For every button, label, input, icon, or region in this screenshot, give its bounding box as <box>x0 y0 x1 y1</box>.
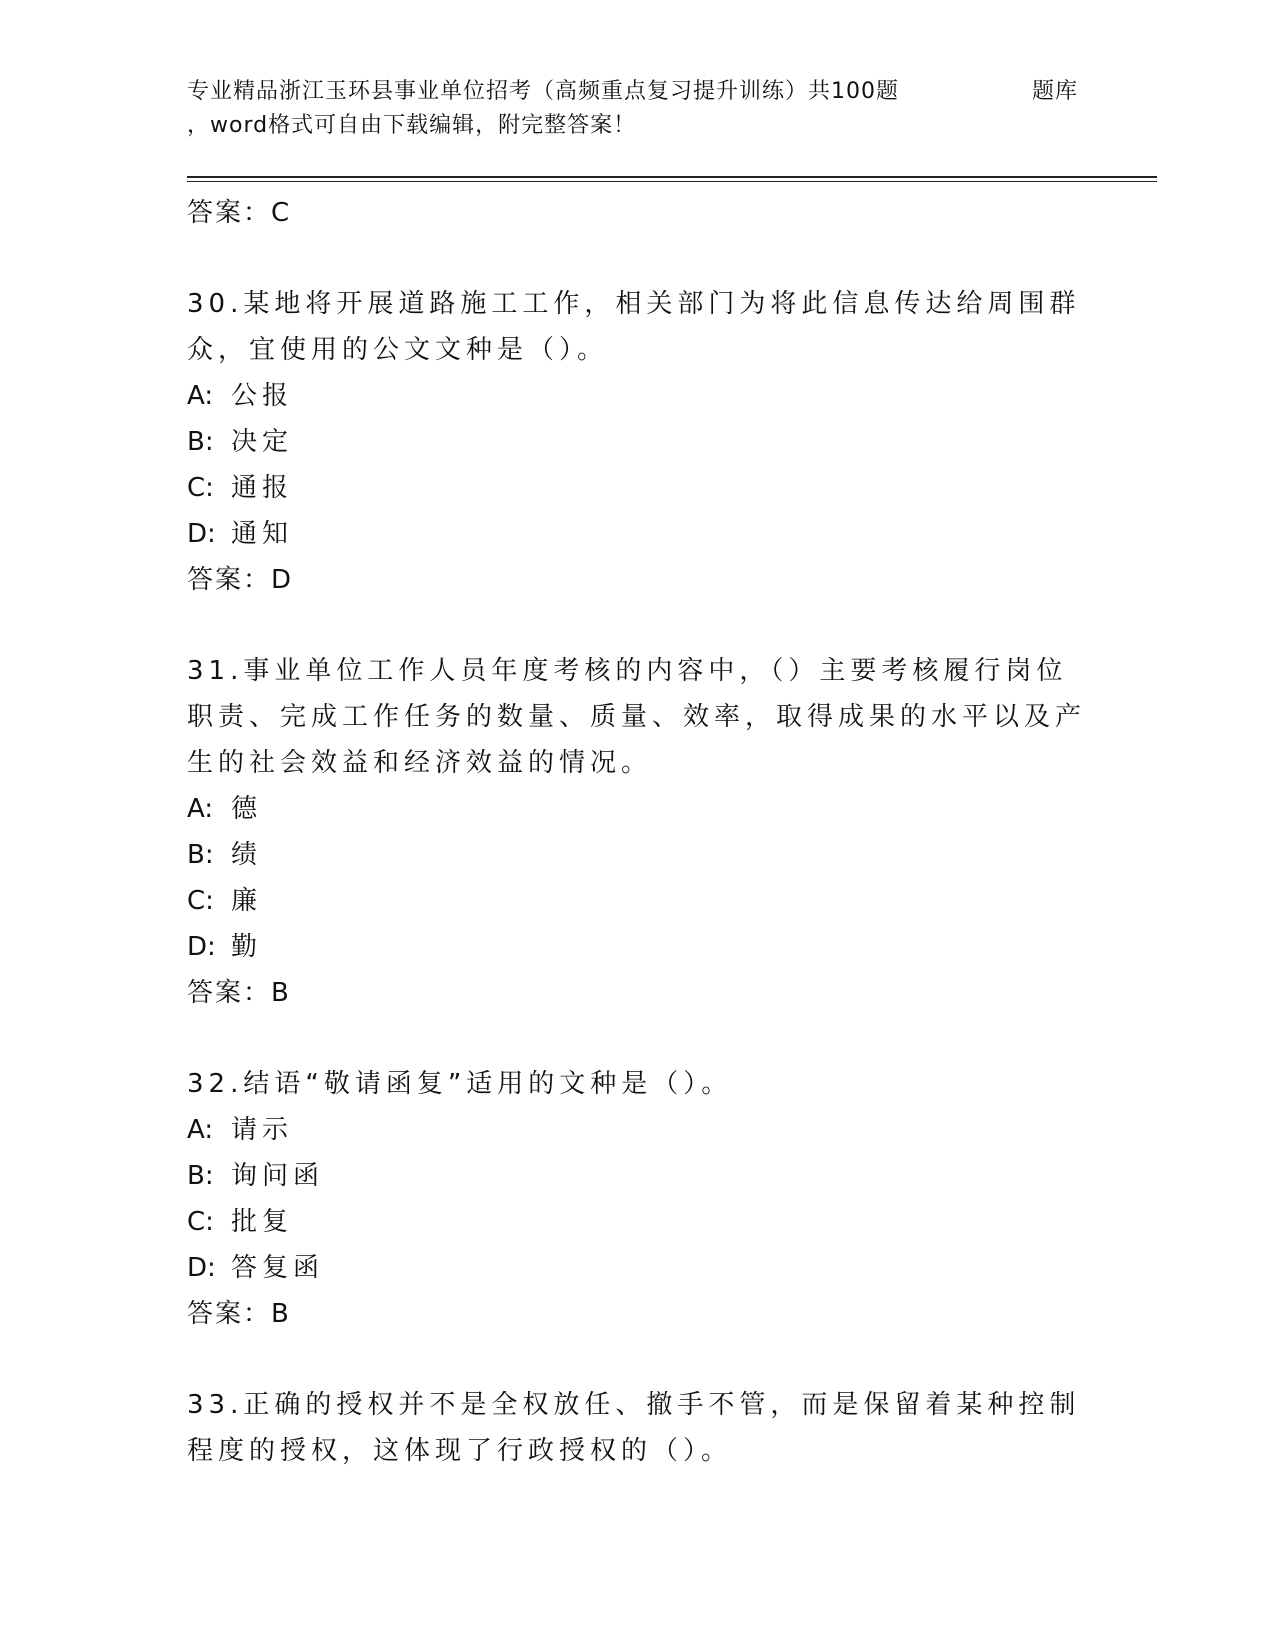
option-text: 公报 <box>231 381 294 411</box>
answer-line: 答案：B <box>187 1299 291 1329</box>
question-block-32 <box>187 1061 1087 1337</box>
answer-line: 答案：B <box>187 978 291 1008</box>
option-text: 通知 <box>231 519 294 549</box>
option-letter: D: <box>187 1253 216 1283</box>
option-text: 勤 <box>231 932 263 962</box>
option-a <box>187 1107 1087 1153</box>
option-b <box>187 1153 1087 1199</box>
option-letter: B: <box>187 840 214 870</box>
option-letter: C: <box>187 1207 214 1237</box>
header-title: 专业精品浙江玉环县事业单位招考（高频重点复习提升训练）共100题 <box>187 79 899 104</box>
option-text: 询问函 <box>231 1161 325 1191</box>
option-b <box>187 832 1087 878</box>
header-divider-thick <box>187 176 1157 178</box>
spacer <box>187 603 1087 648</box>
spacer <box>187 1016 1087 1061</box>
option-text: 请示 <box>231 1115 294 1145</box>
option-c <box>187 465 1087 511</box>
option-text: 德 <box>231 794 263 824</box>
question-block-31 <box>187 648 1087 1016</box>
option-c <box>187 878 1087 924</box>
option-letter: B: <box>187 427 214 457</box>
option-a <box>187 373 1087 419</box>
option-d <box>187 1245 1087 1291</box>
option-text: 绩 <box>231 840 263 870</box>
spacer <box>187 236 1087 281</box>
option-d <box>187 511 1087 557</box>
option-letter: A: <box>187 1115 214 1145</box>
question-stem: 31.事业单位工作人员年度考核的内容中，（）主要考核履行岗位职责、完成工作任务的数量、质量、效率，取得成果的水平以及产生的社会效益和经济效益的情况。 <box>187 656 1087 778</box>
option-c <box>187 1199 1087 1245</box>
header-line-1 <box>187 75 1157 109</box>
option-letter: C: <box>187 886 214 916</box>
question-block-30 <box>187 281 1087 603</box>
option-letter: D: <box>187 932 216 962</box>
answer-line: 答案：C <box>187 198 292 228</box>
page-header <box>187 75 1157 143</box>
question-stem: 33.正确的授权并不是全权放任、撤手不管，而是保留着某种控制程度的授权，这体现了行政授权的（）。 <box>187 1390 1081 1466</box>
header-subtitle: ，word格式可自由下载编辑，附完整答案！ <box>187 113 637 138</box>
option-d <box>187 924 1087 970</box>
question-stem: 30.某地将开展道路施工工作，相关部门为将此信息传达给周围群众，宜使用的公文文种是（）。 <box>187 289 1081 365</box>
option-letter: A: <box>187 381 214 411</box>
header-divider-thin <box>187 181 1157 182</box>
question-stem: 32.结语“敬请函复”适用的文种是（）。 <box>187 1069 733 1099</box>
option-text: 通报 <box>231 473 294 503</box>
document-body <box>187 190 1087 1474</box>
option-a <box>187 786 1087 832</box>
option-text: 答复函 <box>231 1253 325 1283</box>
header-tag: 题库 <box>1032 79 1079 104</box>
option-letter: B: <box>187 1161 214 1191</box>
option-letter: A: <box>187 794 214 824</box>
question-block-33 <box>187 1382 1087 1474</box>
answer-line: 答案：D <box>187 565 294 595</box>
option-text: 批复 <box>231 1207 294 1237</box>
option-text: 决定 <box>231 427 294 457</box>
option-letter: D: <box>187 519 216 549</box>
option-b <box>187 419 1087 465</box>
option-text: 廉 <box>231 886 263 916</box>
spacer <box>187 1337 1087 1382</box>
option-letter: C: <box>187 473 214 503</box>
